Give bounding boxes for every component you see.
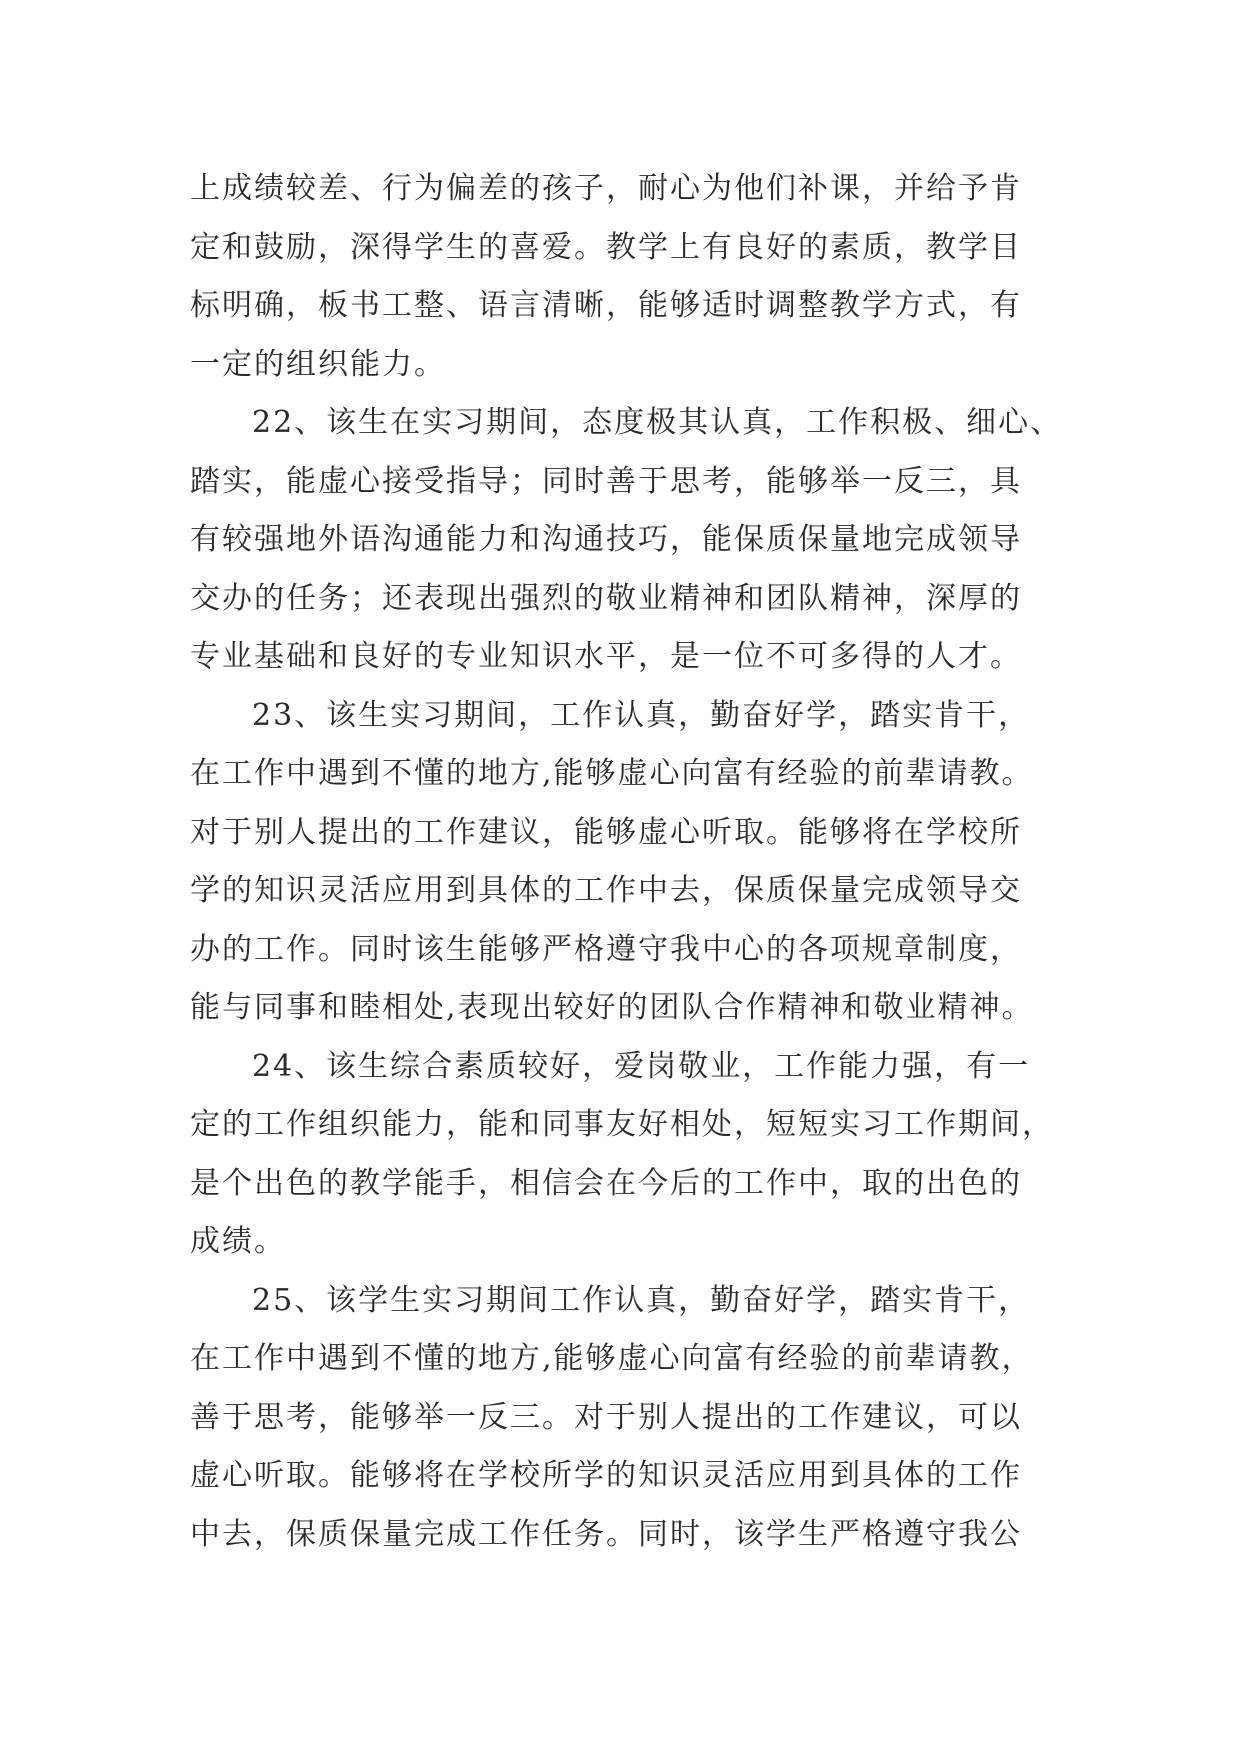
text-line: 对于别人提出的工作建议，能够虚心听取。能够将在学校所	[190, 814, 1022, 850]
text-line: 踏实，能虚心接受指导；同时善于思考，能够举一反三，具	[190, 463, 1022, 499]
text-line: 定和鼓励，深得学生的喜爱。教学上有良好的素质，教学目	[190, 229, 1022, 265]
paragraph-first-line: 22、该生在实习期间，态度极其认真，工作积极、细心、	[252, 405, 1063, 440]
text-line: 虚心听取。能够将在学校所学的知识灵活应用到具体的工作	[190, 1458, 1022, 1493]
paragraph-first-line: 25、该学生实习期间工作认真，勤奋好学，踏实肯干，	[252, 1282, 1031, 1318]
text-line: 办的工作。同时该生能够严格遵守我中心的各项规章制度，	[190, 931, 1022, 967]
text-line: 一定的组织能力。	[190, 346, 446, 382]
text-line: 上成绩较差、行为偏差的孩子，耐心为他们补课，并给予肯	[190, 171, 1022, 206]
text-line: 标明确，板书工整、语言清晰，能够适时调整教学方式，有	[190, 288, 1022, 323]
text-line: 是个出色的教学能手，相信会在今后的工作中，取的出色的	[190, 1165, 1022, 1201]
text-line: 定的工作组织能力，能和同事友好相处，短短实习工作期间，	[190, 1107, 1054, 1142]
text-line: 学的知识灵活应用到具体的工作中去，保质保量完成领导交	[190, 873, 1022, 908]
text-line: 有较强地外语沟通能力和沟通技巧，能保质保量地完成领导	[190, 522, 1022, 557]
document-body	[190, 160, 1070, 1564]
text-line: 专业基础和良好的专业知识水平，是一位不可多得的人才。	[190, 639, 1022, 674]
text-line: 交办的任务；还表现出强烈的敬业精神和团队精神，深厚的	[190, 580, 1022, 616]
text-line: 能与同事和睦相处,表现出较好的团队合作精神和敬业精神。	[190, 990, 1034, 1025]
paragraph-first-line: 23、该生实习期间，工作认真，勤奋好学，踏实肯干，	[252, 697, 1031, 733]
text-line: 在工作中遇到不懂的地方,能够虚心向富有经验的前辈请教。	[190, 756, 1034, 791]
paragraph-first-line: 24、该生综合素质较好，爱岗敬业，工作能力强，有一	[252, 1048, 1031, 1084]
text-line: 中去，保质保量完成工作任务。同时，该学生严格遵守我公	[190, 1516, 1022, 1552]
text-line: 善于思考，能够举一反三。对于别人提出的工作建议，可以	[190, 1399, 1022, 1435]
text-line: 在工作中遇到不懂的地方,能够虚心向富有经验的前辈请教，	[190, 1341, 1034, 1376]
text-line: 成绩。	[190, 1224, 286, 1259]
